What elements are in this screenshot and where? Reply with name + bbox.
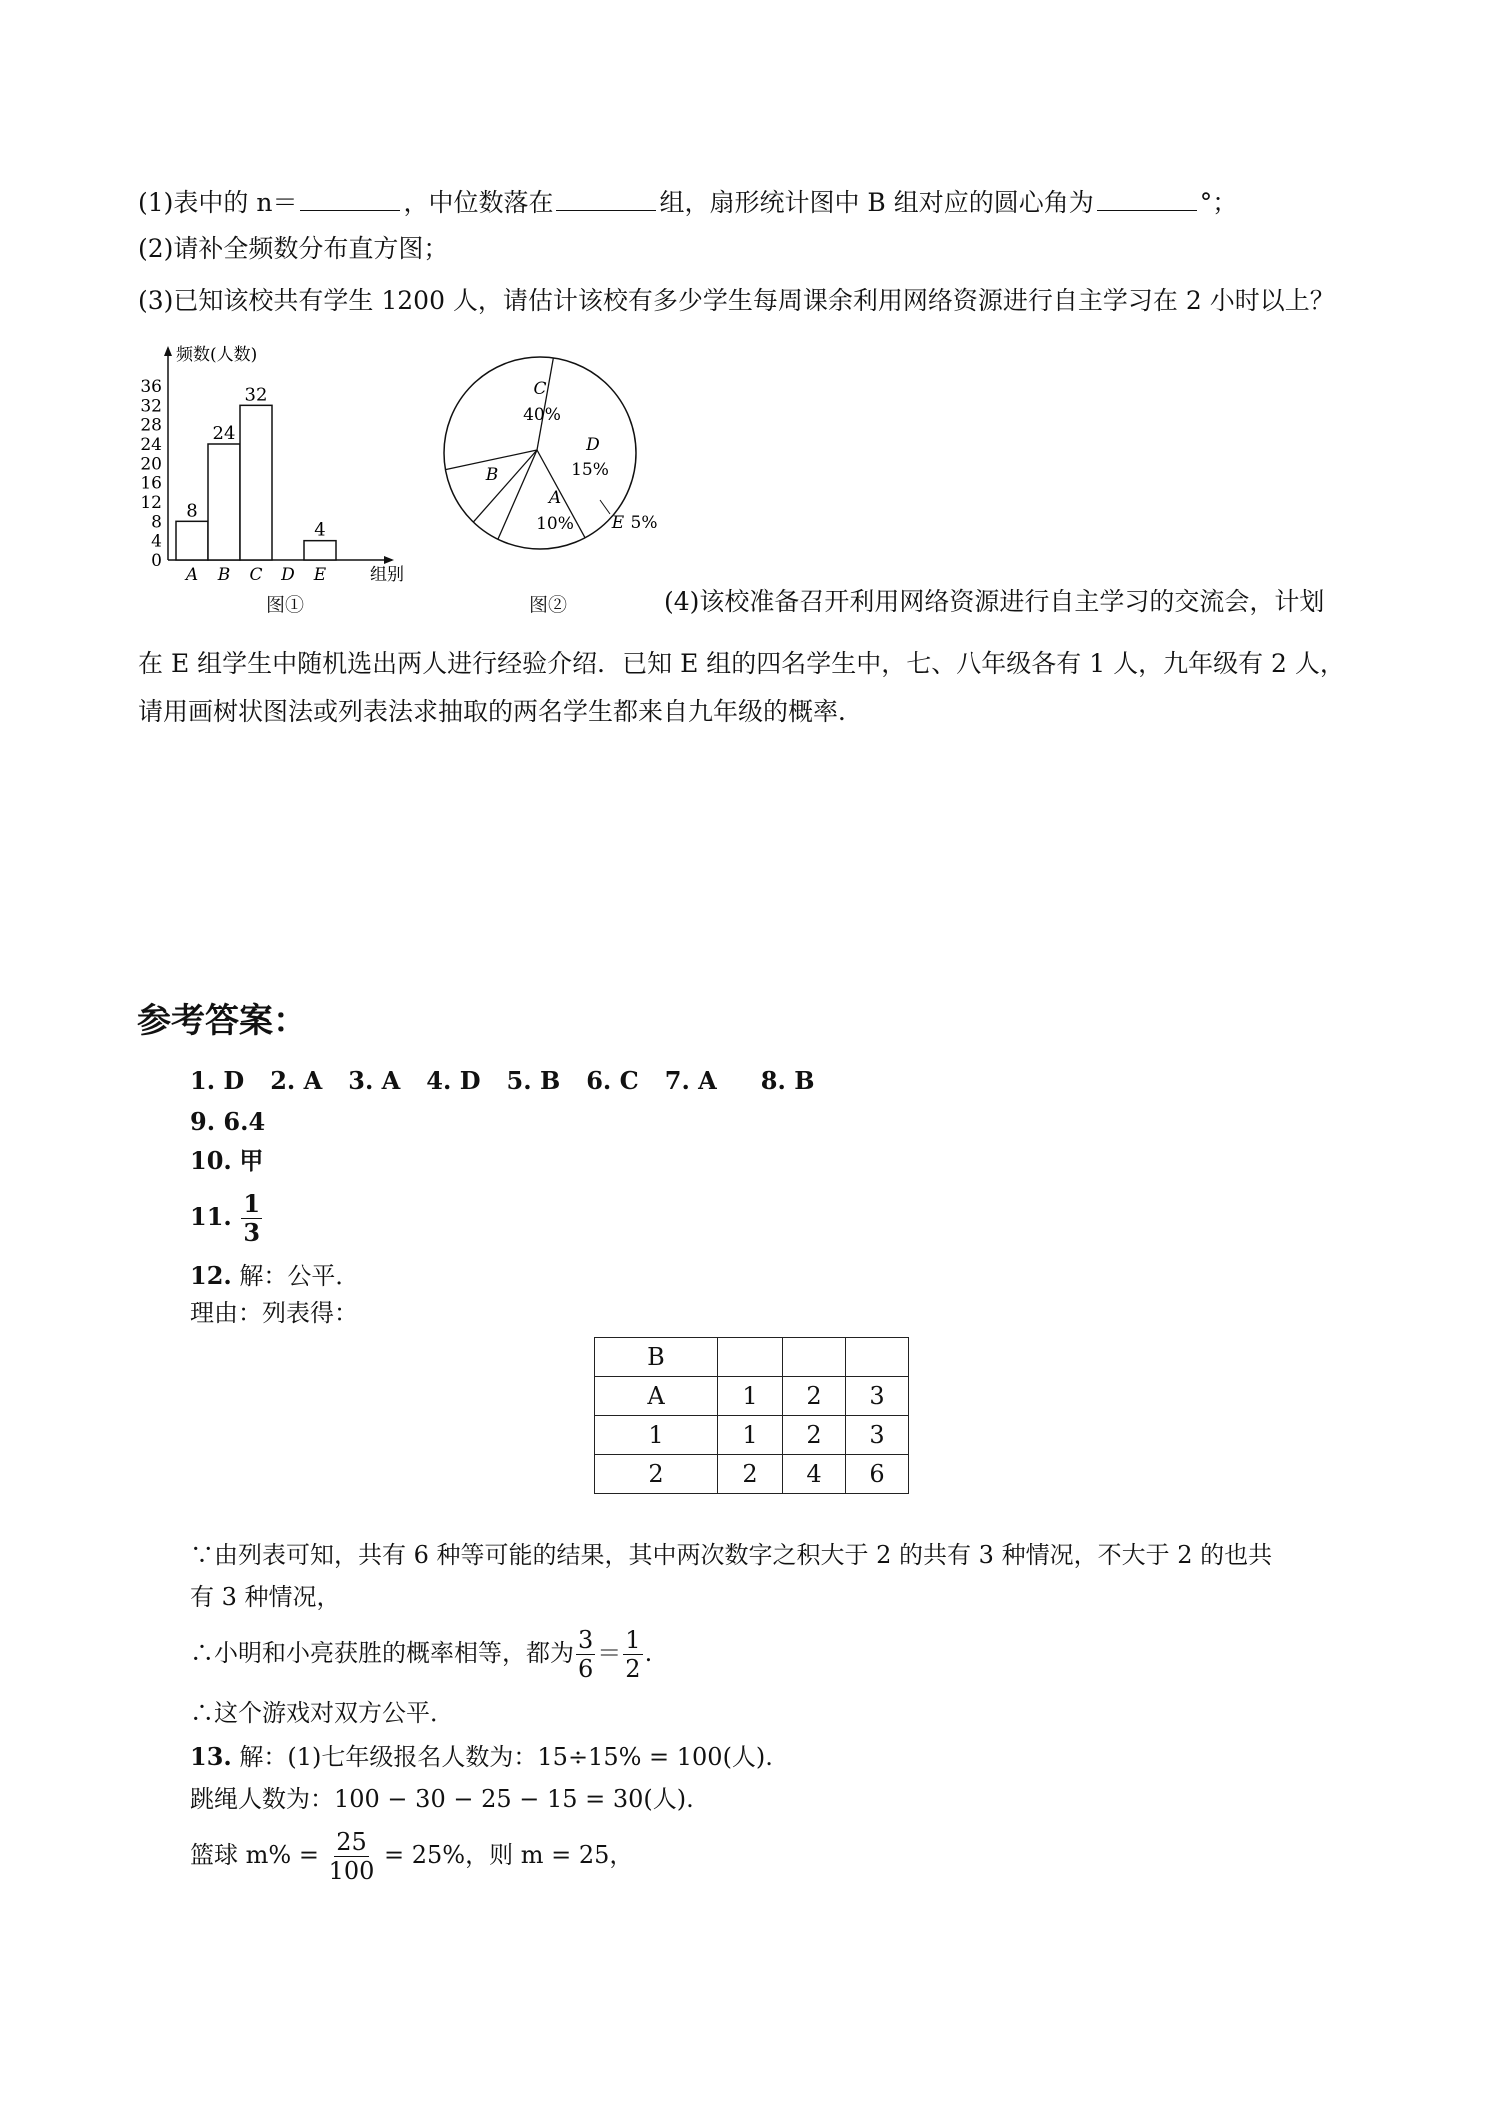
question-3: (3)已知该校共有学生 1200 人，请估计该校有多少学生每周课余利用网络资源进行自主学习在 2 小时以上？ bbox=[138, 286, 1335, 315]
x-tick-label-D: D bbox=[281, 565, 295, 585]
x-tick-label-B: B bbox=[217, 565, 231, 585]
question-4-line-3: 请用画树状图法或列表法求抽取的两名学生都来自九年级的概率． bbox=[138, 697, 864, 726]
x-tick-label-A: A bbox=[185, 565, 199, 585]
table-cell: 6 bbox=[846, 1455, 909, 1494]
answer-10: 10. 甲 bbox=[190, 1146, 264, 1175]
x-axis-arrow bbox=[384, 556, 394, 564]
table-cell: 2 bbox=[718, 1455, 783, 1494]
table-cell: 4 bbox=[783, 1455, 846, 1494]
y-tick-label: 20 bbox=[140, 454, 162, 475]
mc-answer-2: 2. A bbox=[270, 1066, 323, 1095]
table-cell: 2 bbox=[595, 1455, 718, 1494]
explanation-line-2: 有 3 种情况， bbox=[190, 1583, 341, 1611]
y-axis-arrow bbox=[164, 346, 172, 356]
table-cell bbox=[846, 1338, 909, 1377]
x-tick-label-E: E bbox=[313, 565, 327, 585]
table-cell: 3 bbox=[846, 1416, 909, 1455]
explanation-line-4: ∴这个游戏对双方公平． bbox=[190, 1699, 454, 1727]
pie-label-B: B bbox=[485, 465, 499, 485]
table-cell: 1 bbox=[595, 1416, 718, 1455]
mc-answers bbox=[190, 1066, 840, 1096]
table-cell: 2 bbox=[783, 1377, 846, 1416]
table-cell: A bbox=[595, 1377, 718, 1416]
bar-C bbox=[240, 405, 272, 560]
y-tick-label: 28 bbox=[140, 415, 162, 436]
pie-caption: 图② bbox=[529, 594, 568, 616]
table-cell: B bbox=[595, 1338, 718, 1377]
mc-answer-8: 8. B bbox=[760, 1066, 815, 1095]
mc-answer-6: 6. C bbox=[586, 1066, 639, 1095]
bar-A bbox=[176, 521, 208, 560]
answer-12: 12. 解：公平． bbox=[190, 1261, 360, 1290]
table-row bbox=[595, 1377, 909, 1416]
table-row bbox=[595, 1338, 909, 1377]
table-row bbox=[595, 1416, 909, 1455]
table-cell bbox=[783, 1338, 846, 1377]
mc-answer-1: 1. D bbox=[190, 1066, 245, 1095]
question-2: (2)请补全频数分布直方图； bbox=[138, 234, 449, 263]
y-tick-label: 0 bbox=[151, 551, 162, 571]
mc-answer-5: 5. B bbox=[506, 1066, 561, 1095]
mc-answer-3: 3. A bbox=[348, 1066, 401, 1095]
data-label-B: 24 bbox=[212, 423, 236, 444]
pie-pct-E: 5% bbox=[630, 513, 658, 533]
table-cell: 2 bbox=[783, 1416, 846, 1455]
pie-pct-D: 15% bbox=[571, 460, 609, 480]
pie-label-C: C bbox=[533, 379, 547, 399]
fraction: $\frac{25}{100}$ bbox=[328, 1828, 375, 1885]
pie-label-D: D bbox=[586, 435, 600, 455]
answer-13: 13. 解：(1)七年级报名人数为：15÷15% = 100(人). bbox=[190, 1742, 773, 1771]
table-cell: 3 bbox=[846, 1377, 909, 1416]
y-tick-label: 24 bbox=[140, 435, 162, 455]
y-tick-label: 36 bbox=[140, 377, 162, 397]
fraction: $\frac{1}{2}$ bbox=[625, 1626, 641, 1683]
fraction: $\frac{3}{6}$ bbox=[578, 1626, 594, 1683]
histogram-chart bbox=[140, 338, 440, 588]
x-tick-label-C: C bbox=[249, 565, 263, 585]
table-cell: 1 bbox=[718, 1377, 783, 1416]
explanation-line-1: ∵由列表可知，共有 6 种等可能的结果，其中两次数字之积大于 2 的共有 3 种情况，不大于 2 的也共 bbox=[190, 1541, 1273, 1569]
question-1: (1)表中的 n＝ ，中位数落在 组，扇形统计图中 B 组对应的圆心角为 °； bbox=[138, 188, 1238, 217]
answer-12-reason: 理由：列表得： bbox=[190, 1299, 358, 1327]
data-label-C: 32 bbox=[244, 384, 268, 406]
explanation-line-3: ∴小明和小亮获胜的概率相等，都为 $\frac{3}{6}$ ＝ $\frac{1}{2}$ . bbox=[190, 1626, 653, 1683]
pie-label-E: E bbox=[611, 513, 625, 533]
histogram-caption: 图① bbox=[266, 594, 305, 616]
y-tick-label: 16 bbox=[140, 473, 162, 494]
answer-blank bbox=[556, 188, 656, 211]
y-tick-label: 32 bbox=[140, 396, 162, 417]
pie-label-A: A bbox=[548, 488, 562, 508]
answer-11: 11. $\frac{1}{3}$ bbox=[190, 1189, 261, 1247]
outcome-table bbox=[594, 1337, 909, 1494]
bar-E bbox=[304, 541, 336, 560]
answer-9: 9. 6.4 bbox=[190, 1107, 266, 1136]
question-4-line-2: 在 E 组学生中随机选出两人进行经验介绍．已知 E 组的四名学生中，七、八年级各有 1 人，九年级有 2 人， bbox=[138, 649, 1345, 678]
answer-13-line-3: 篮球 m% = $\frac{25}{100}$ = 25%，则 m = 25， bbox=[190, 1828, 634, 1885]
answer-blank bbox=[1097, 188, 1197, 211]
y-tick-label: 8 bbox=[151, 512, 162, 533]
mc-answer-4: 4. D bbox=[426, 1066, 481, 1095]
bar-B bbox=[208, 444, 240, 560]
table-cell bbox=[718, 1338, 783, 1377]
pie-pct-A: 10% bbox=[536, 514, 574, 534]
y-axis-label: 频数(人数) bbox=[176, 345, 258, 365]
table-cell: 1 bbox=[718, 1416, 783, 1455]
question-4-line-1: (4)该校准备召开利用网络资源进行自主学习的交流会，计划 bbox=[664, 587, 1325, 616]
y-tick-label: 4 bbox=[151, 531, 162, 552]
x-axis-label: 组别 bbox=[370, 565, 404, 585]
mc-answer-7: 7. A bbox=[664, 1066, 717, 1095]
answers-title: 参考答案： bbox=[137, 1001, 307, 1041]
answer-blank bbox=[300, 188, 400, 211]
y-tick-label: 12 bbox=[140, 493, 162, 513]
fraction: $\frac{1}{3}$ bbox=[243, 1189, 261, 1247]
pie-pct-C: 40% bbox=[523, 405, 561, 425]
answer-13-line-2: 跳绳人数为：100 − 30 − 25 − 15 = 30(人). bbox=[190, 1785, 694, 1813]
pie-chart bbox=[440, 338, 700, 558]
data-label-E: 4 bbox=[314, 519, 326, 541]
data-label-A: 8 bbox=[186, 500, 198, 522]
table-row bbox=[595, 1455, 909, 1494]
